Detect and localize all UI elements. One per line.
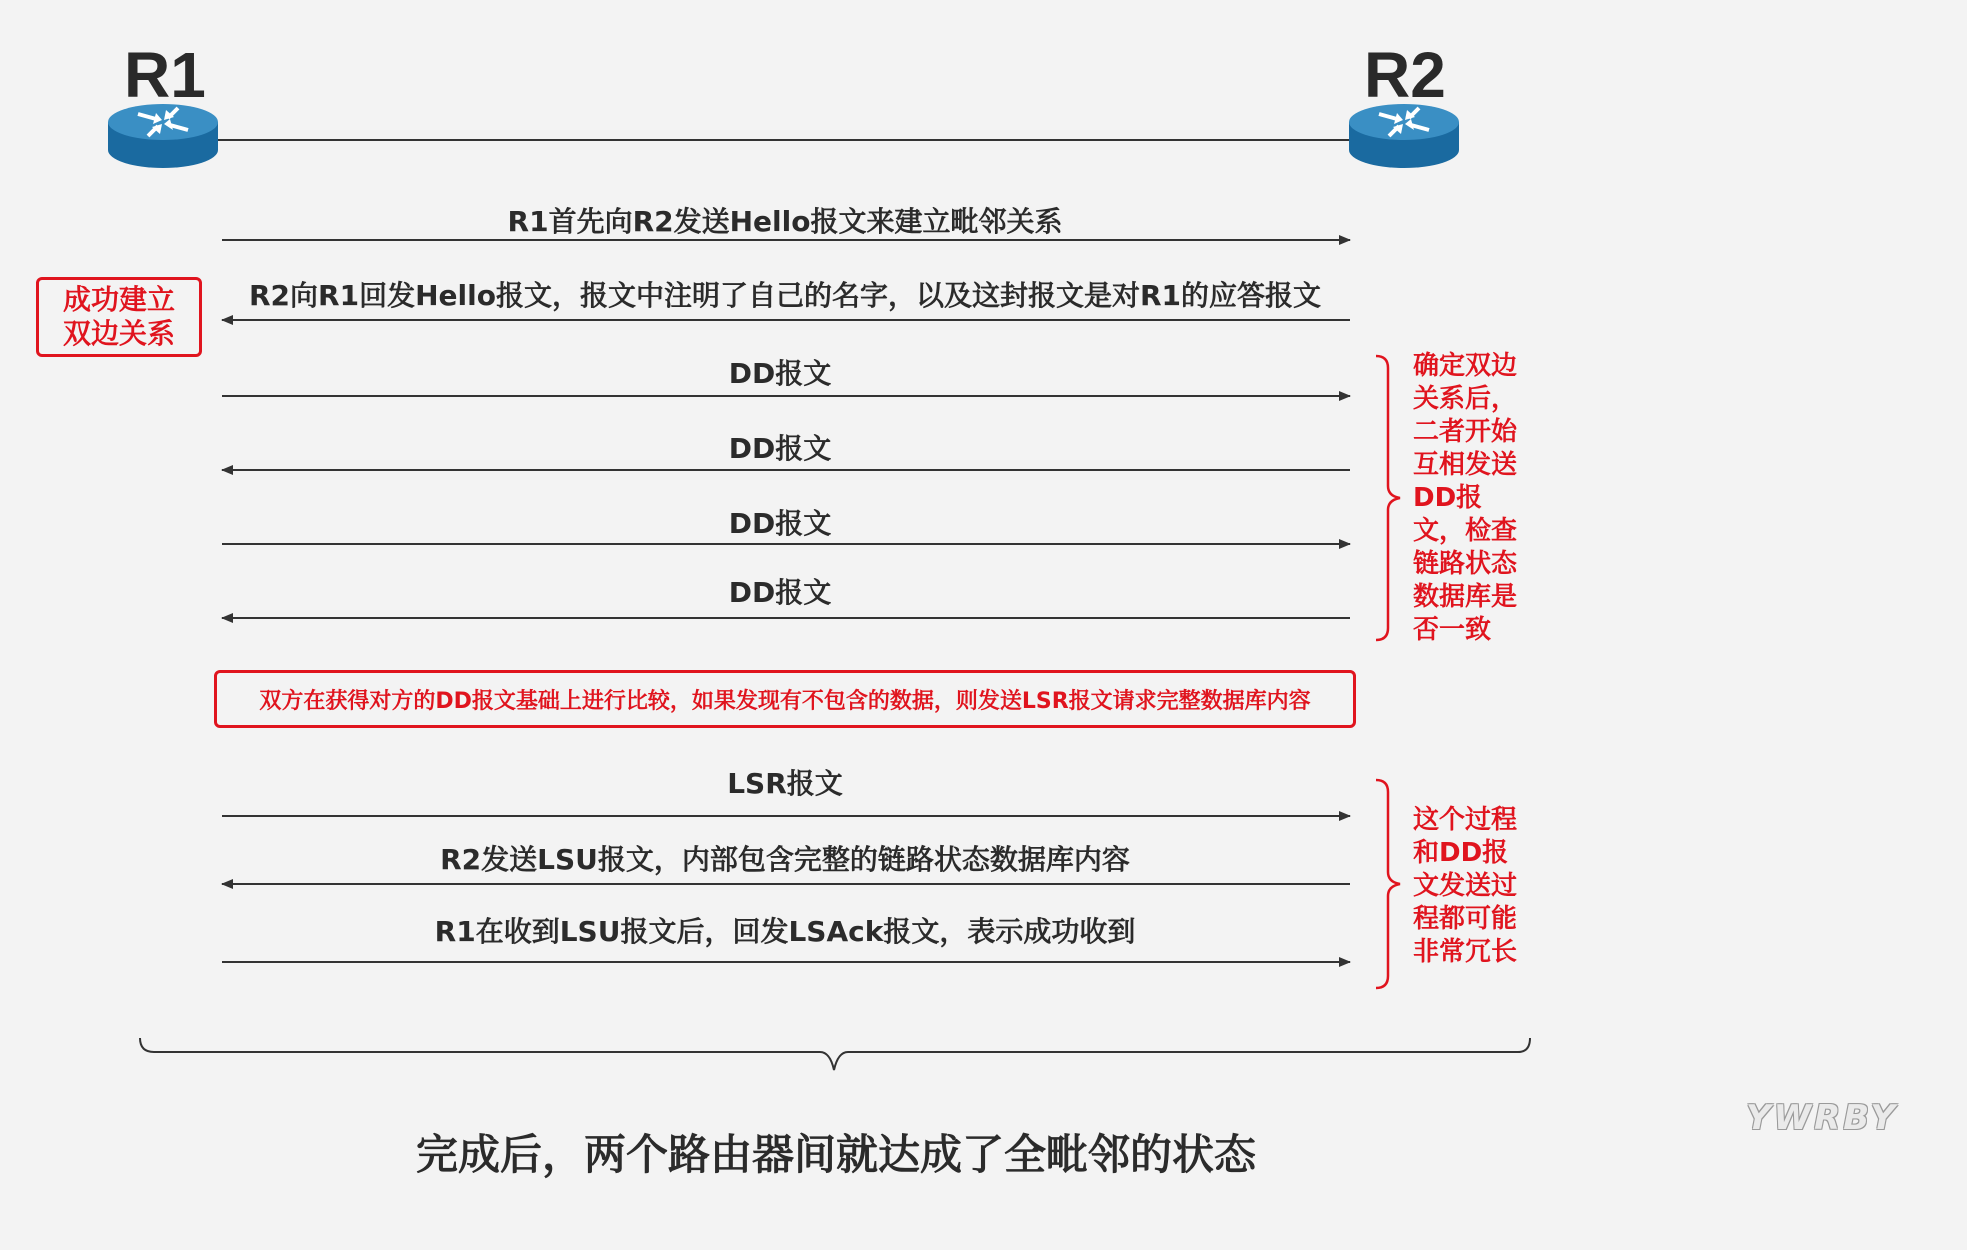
summary-text: 完成后，两个路由器间就达成了全毗邻的状态 <box>415 1130 1257 1179</box>
bidirectional-note-text: 成功建立双边关系 <box>62 283 175 350</box>
router-icon <box>1349 104 1459 168</box>
lsr-group-brace <box>1376 780 1400 988</box>
router-icon <box>108 104 218 168</box>
compare-note-text: 双方在获得对方的DD报文基础上进行比较，如果发现有不包含的数据，则发送LSR报文请求完整数据库内容 <box>259 688 1311 714</box>
compare-note-box <box>214 670 1356 728</box>
message-label-dd-2: DD报文 <box>728 432 832 465</box>
message-label-dd-4: DD报文 <box>728 576 832 609</box>
message-label-lsr: LSR报文 <box>727 767 843 800</box>
dd-group-brace <box>1376 356 1400 640</box>
message-label-hello-1: R1首先向R2发送Hello报文来建立毗邻关系 <box>507 205 1063 238</box>
message-label-dd-3: DD报文 <box>728 507 832 540</box>
router-r2-label: R2 <box>1364 39 1446 111</box>
message-label-lsu: R2发送LSU报文，内部包含完整的链路状态数据库内容 <box>440 843 1130 876</box>
bidirectional-note-box <box>36 277 202 357</box>
message-label-hello-2: R2向R1回发Hello报文，报文中注明了自己的名字，以及这封报文是对R1的应答报文 <box>249 279 1321 312</box>
message-label-dd-1: DD报文 <box>728 357 832 390</box>
router-r1-label: R1 <box>124 39 206 111</box>
lsr-side-note: 这个过程和DD报文发送过程都可能非常冗长 <box>1413 805 1518 967</box>
watermark-logo: YWRBY <box>1746 1098 1898 1138</box>
message-label-lsack: R1在收到LSU报文后，回发LSAck报文，表示成功收到 <box>434 915 1136 948</box>
dd-side-note: 确定双边关系后，二者开始互相发送DD报文，检查链路状态数据库是否一致 <box>1413 351 1518 645</box>
summary-brace <box>140 1038 1530 1070</box>
